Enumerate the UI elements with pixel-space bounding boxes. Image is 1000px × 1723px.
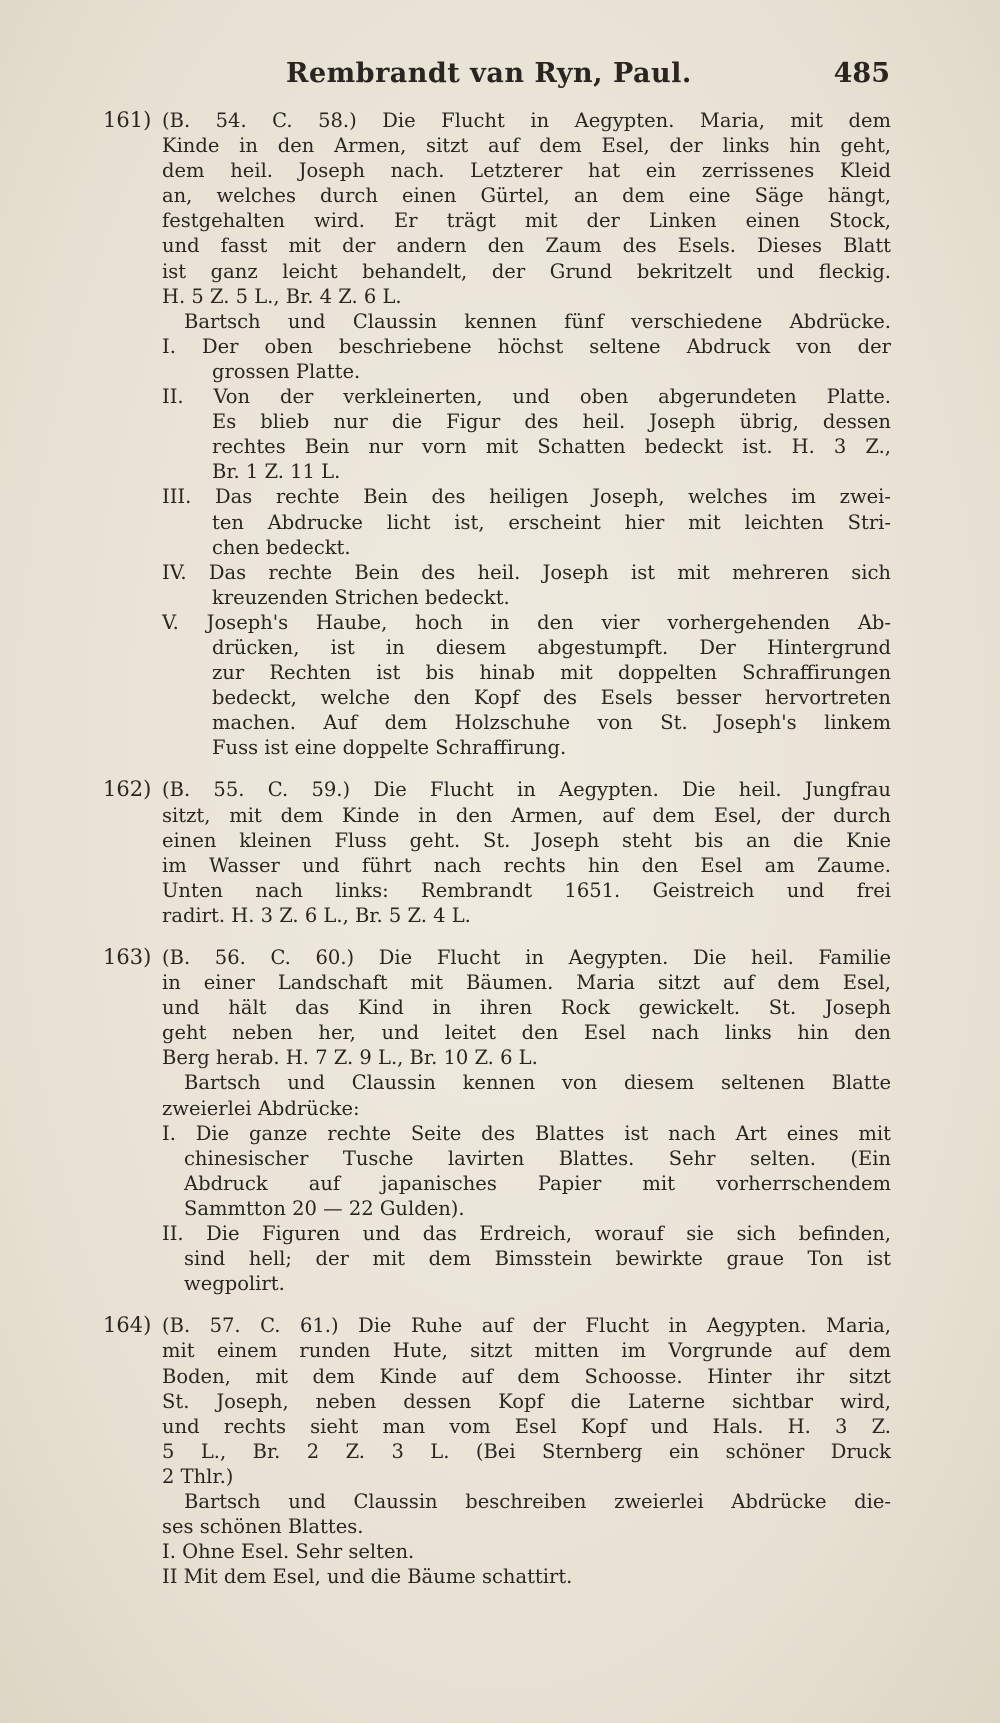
- text-line: Es blieb nur die Figur des heil. Joseph übrig, dessen: [212, 410, 891, 434]
- entry-number: 163): [103, 945, 152, 969]
- text-line: radirt. H. 3 Z. 6 L., Br. 5 Z. 4 L.: [162, 903, 471, 927]
- entry-number: 161): [103, 108, 152, 132]
- entry-text: [162, 108, 891, 760]
- text-line: ist ganz leicht behandelt, der Grund bekritzelt und fleckig.: [162, 259, 891, 283]
- text-line: zweierlei Abdrücke:: [162, 1096, 360, 1120]
- text-line: Abdruck auf japanisches Papier mit vorherrschendem: [184, 1171, 891, 1195]
- text-line: sitzt, mit dem Kinde in den Armen, auf dem Esel, der durch: [162, 803, 891, 827]
- text-line: grossen Platte.: [212, 359, 361, 383]
- text-line: Kinde in den Armen, sitzt auf dem Esel, der links hin geht,: [162, 134, 891, 158]
- text-line: 5 L., Br. 2 Z. 3 L. (Bei Sternberg ein schöner Druck: [162, 1439, 891, 1463]
- text-line: II. Von der verkleinerten, und oben abgerundeten Platte.: [162, 385, 891, 409]
- text-line: (B. 54. C. 58.) Die Flucht in Aegypten. Maria, mit dem: [162, 109, 891, 132]
- entry-number: 162): [103, 777, 152, 802]
- text-line: I. Die ganze rechte Seite des Blattes ist nach Art eines mit: [162, 1121, 891, 1145]
- text-line: Fuss ist eine doppelte Schraffirung.: [212, 736, 567, 760]
- catalogue-entry: [103, 777, 891, 928]
- text-line: II Mit dem Esel, und die Bäume schattirt.: [162, 1565, 573, 1589]
- text-line: (B. 56. C. 60.) Die Flucht in Aegypten. Die heil. Familie: [162, 946, 891, 969]
- text-line: Boden, mit dem Kinde auf dem Schoosse. Hinter ihr sitzt: [162, 1364, 891, 1388]
- text-line: im Wasser und führt nach rechts hin den Esel am Zaume.: [162, 853, 891, 877]
- text-line: H. 5 Z. 5 L., Br. 4 Z. 6 L.: [162, 284, 402, 308]
- text-line: kreuzenden Strichen bedeckt.: [212, 585, 510, 609]
- entry-number: 164): [103, 1313, 152, 1338]
- text-line: festgehalten wird. Er trägt mit der Linken einen Stock,: [162, 209, 891, 233]
- text-line: Bartsch und Claussin kennen von diesem seltenen Blatte: [184, 1071, 891, 1095]
- text-line: II. Die Figuren und das Erdreich, worauf sie sich befinden,: [162, 1222, 891, 1246]
- text-line: Sammtton 20 — 22 Gulden).: [184, 1196, 465, 1220]
- text-line: Bartsch und Claussin beschreiben zweierlei Abdrücke die-: [184, 1489, 891, 1513]
- text-line: mit einem runden Hute, sitzt mitten im Vorgrunde auf dem: [162, 1339, 891, 1363]
- entry-text: [162, 1313, 891, 1589]
- text-line: in einer Landschaft mit Bäumen. Maria sitzt auf dem Esel,: [162, 971, 891, 995]
- text-line: chinesischer Tusche lavirten Blattes. Sehr selten. (Ein: [184, 1146, 891, 1170]
- text-line: bedeckt, welche den Kopf des Esels besser hervortreten: [212, 686, 891, 710]
- text-line: Br. 1 Z. 11 L.: [212, 460, 341, 484]
- running-title: Rembrandt van Ryn, Paul.: [286, 58, 692, 89]
- text-line: zur Rechten ist bis hinab mit doppelten Schraffirungen: [212, 661, 891, 685]
- text-line: ten Abdrucke licht ist, erscheint hier mit leichten Stri-: [212, 510, 891, 534]
- text-line: (B. 57. C. 61.) Die Ruhe auf der Flucht in Aegypten. Maria,: [162, 1314, 891, 1338]
- text-line: chen bedeckt.: [212, 535, 351, 559]
- text-line: Berg herab. H. 7 Z. 9 L., Br. 10 Z. 6 L.: [162, 1046, 538, 1070]
- text-line: und hält das Kind in ihren Rock gewickelt. St. Joseph: [162, 996, 891, 1020]
- text-line: ses schönen Blattes.: [162, 1515, 364, 1539]
- text-line: und fasst mit der andern den Zaum des Esels. Dieses Blatt: [162, 234, 891, 258]
- text-line: IV. Das rechte Bein des heil. Joseph ist mit mehreren sich: [162, 560, 891, 584]
- text-line: 2 Thlr.): [162, 1464, 234, 1488]
- text-line: dem heil. Joseph nach. Letzterer hat ein zerrissenes Kleid: [162, 159, 891, 183]
- text-line: (B. 55. C. 59.) Die Flucht in Aegypten. Die heil. Jungfrau: [162, 778, 891, 802]
- catalogue-entry: [103, 1313, 891, 1589]
- catalogue-text: [103, 108, 891, 1606]
- text-line: an, welches durch einen Gürtel, an dem eine Säge hängt,: [162, 184, 891, 208]
- entry-text: [162, 777, 891, 928]
- text-line: geht neben her, und leitet den Esel nach links hin den: [162, 1021, 891, 1045]
- text-line: drücken, ist in diesem abgestumpft. Der Hintergrund: [212, 635, 891, 659]
- text-line: Unten nach links: Rembrandt 1651. Geistreich und frei: [162, 878, 891, 902]
- text-line: rechtes Bein nur vorn mit Schatten bedeckt ist. H. 3 Z.,: [212, 435, 891, 459]
- text-line: III. Das rechte Bein des heiligen Joseph, welches im zwei-: [162, 485, 891, 509]
- text-line: I. Ohne Esel. Sehr selten.: [162, 1540, 415, 1564]
- text-line: V. Joseph's Haube, hoch in den vier vorhergehenden Ab-: [162, 610, 891, 634]
- text-line: einen kleinen Fluss geht. St. Joseph steht bis an die Knie: [162, 828, 891, 852]
- page-header: [0, 58, 1000, 98]
- text-line: St. Joseph, neben dessen Kopf die Laterne sichtbar wird,: [162, 1389, 891, 1413]
- text-line: sind hell; der mit dem Bimsstein bewirkte graue Ton ist: [184, 1247, 891, 1271]
- text-line: machen. Auf dem Holzschuhe von St. Joseph's linkem: [212, 711, 891, 735]
- text-line: und rechts sieht man vom Esel Kopf und Hals. H. 3 Z.: [162, 1414, 891, 1438]
- entry-text: [162, 945, 891, 1296]
- text-line: wegpolirt.: [184, 1272, 285, 1296]
- catalogue-entry: [103, 108, 891, 760]
- text-line: I. Der oben beschriebene höchst seltene Abdruck von der: [162, 334, 891, 358]
- catalogue-entry: [103, 945, 891, 1296]
- text-line: Bartsch und Claussin kennen fünf verschiedene Abdrücke.: [184, 309, 891, 333]
- page-number: 485: [833, 58, 890, 89]
